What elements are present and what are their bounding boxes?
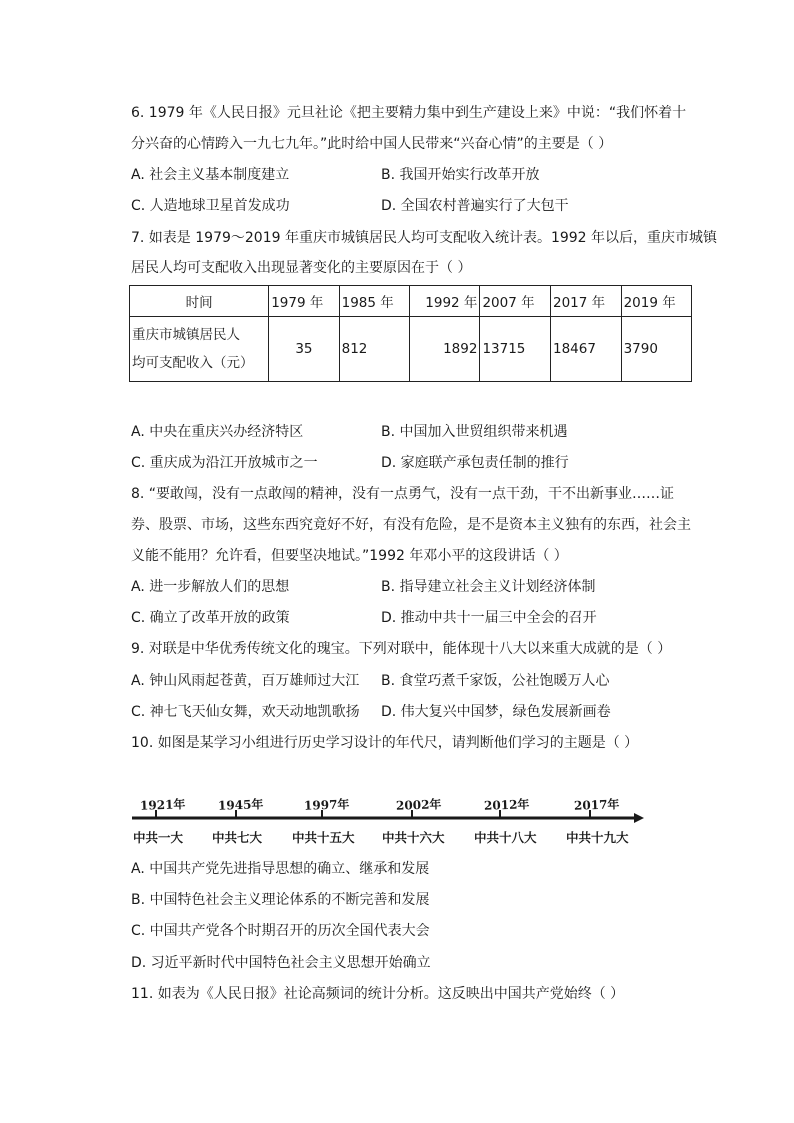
q9-option-b: B. 食堂巧煮千家饭，公社饱暖万人心 <box>381 673 610 689</box>
table-header-cell: 1992 年 <box>410 286 480 317</box>
timeline-year: 2017年 <box>573 797 620 813</box>
table-cell: 35 <box>269 317 339 382</box>
q8-stem-line3: 义能不能用？允许看，但要坚决地试。”1992 年邓小平的这段讲话（ ） <box>131 548 568 564</box>
q8-stem-line1: 8. “要敢闯，没有一点敢闯的精神，没有一点勇气，没有一点干劲，干不出新事业……证 <box>131 486 675 502</box>
timeline-label: 中共十六大 <box>382 830 445 845</box>
income-table <box>129 285 692 382</box>
q7-stem-line1: 7. 如表是 1979～2019 年重庆市城镇居民人均可支配收入统计表。1992 年以后，重庆市城镇 <box>131 230 718 246</box>
timeline-year: 1921年 <box>139 797 186 813</box>
q7-option-c: C. 重庆成为沿江开放城市之一 <box>131 455 318 471</box>
table-header-row <box>130 286 692 317</box>
era-timeline <box>128 790 648 850</box>
q8-option-c: C. 确立了改革开放的政策 <box>131 610 290 626</box>
table-cell: 3790 <box>621 317 691 382</box>
table-header-cell: 2019 年 <box>621 286 691 317</box>
q6-option-c: C. 人造地球卫星首发成功 <box>131 198 290 214</box>
table-header-cell: 2017 年 <box>551 286 622 317</box>
table-header-cell: 2007 年 <box>480 286 551 317</box>
timeline-year: 1945年 <box>217 797 264 813</box>
row-label-line1: 重庆市城镇居民人 <box>132 327 240 343</box>
timeline-year: 1997年 <box>303 797 350 813</box>
q6-option-d: D. 全国农村普遍实行了大包干 <box>381 198 569 214</box>
q8-stem-line2: 券、股票、市场，这些东西究竟好不好，有没有危险，是不是资本主义独有的东西，社会主 <box>131 517 691 533</box>
q8-option-d: D. 推动中共十一届三中全会的召开 <box>381 610 597 626</box>
table-row <box>130 317 692 382</box>
q7-option-b: B. 中国加入世贸组织带来机遇 <box>381 424 568 440</box>
q11-stem-line1: 11. 如表为《人民日报》社论高频词的统计分析。这反映出中国共产党始终（ ） <box>131 986 625 1002</box>
q7-option-d: D. 家庭联产承包责任制的推行 <box>381 455 569 471</box>
q8-option-b: B. 指导建立社会主义计划经济体制 <box>381 579 596 595</box>
table-header-cell: 1985 年 <box>339 286 409 317</box>
timeline-year: 2002年 <box>395 797 442 813</box>
table-header-cell: 时间 <box>130 286 269 317</box>
table-row-label <box>130 317 269 382</box>
q9-option-a: A. 钟山风雨起苍黄，百万雄师过大江 <box>131 673 360 689</box>
table-cell: 18467 <box>551 317 622 382</box>
timeline-arrow <box>634 813 644 823</box>
q10-option-b: B. 中国特色社会主义理论体系的不断完善和发展 <box>131 892 430 908</box>
timeline-label: 中共一大 <box>133 830 184 845</box>
q6-stem-line2: 分兴奋的心情跨入一九七九年。”此时给中国人民带来“兴奋心情”的主要是（ ） <box>131 136 613 152</box>
timeline-label: 中共十五大 <box>292 830 355 845</box>
table-cell: 1892 <box>410 317 480 382</box>
timeline-label: 中共十九大 <box>566 830 629 845</box>
q6-option-b: B. 我国开始实行改革开放 <box>381 167 540 183</box>
table-cell: 812 <box>339 317 409 382</box>
q6-option-a: A. 社会主义基本制度建立 <box>131 167 290 183</box>
timeline-label: 中共七大 <box>212 830 263 845</box>
table-header-cell: 1979 年 <box>269 286 339 317</box>
q10-option-d: D. 习近平新时代中国特色社会主义思想开始确立 <box>131 955 431 971</box>
q6-stem-line1: 6. 1979 年《人民日报》元旦社论《把主要精力集中到生产建设上来》中说：“我们怀着十 <box>131 105 687 121</box>
q9-option-c: C. 神七飞天仙女舞，欢天动地凯歌扬 <box>131 704 360 720</box>
q9-option-d: D. 伟大复兴中国梦，绿色发展新画卷 <box>381 704 611 720</box>
q8-option-a: A. 进一步解放人们的思想 <box>131 579 290 595</box>
q10-option-c: C. 中国共产党各个时期召开的历次全国代表大会 <box>131 923 430 939</box>
q9-stem-line1: 9. 对联是中华优秀传统文化的瑰宝。下列对联中，能体现十八大以来重大成就的是（ ） <box>131 641 672 657</box>
timeline-year: 2012年 <box>483 797 530 813</box>
row-label-line2: 均可支配收入（元） <box>132 355 254 371</box>
timeline-label: 中共十八大 <box>474 830 537 845</box>
table-cell: 13715 <box>480 317 551 382</box>
q10-stem-line1: 10. 如图是某学习小组进行历史学习设计的年代尺，请判断他们学习的主题是（ ） <box>131 735 639 751</box>
q10-option-a: A. 中国共产党先进指导思想的确立、继承和发展 <box>131 861 430 877</box>
q7-option-a: A. 中央在重庆兴办经济特区 <box>131 424 304 440</box>
q7-stem-line2: 居民人均可支配收入出现显著变化的主要原因在于（ ） <box>131 260 472 276</box>
